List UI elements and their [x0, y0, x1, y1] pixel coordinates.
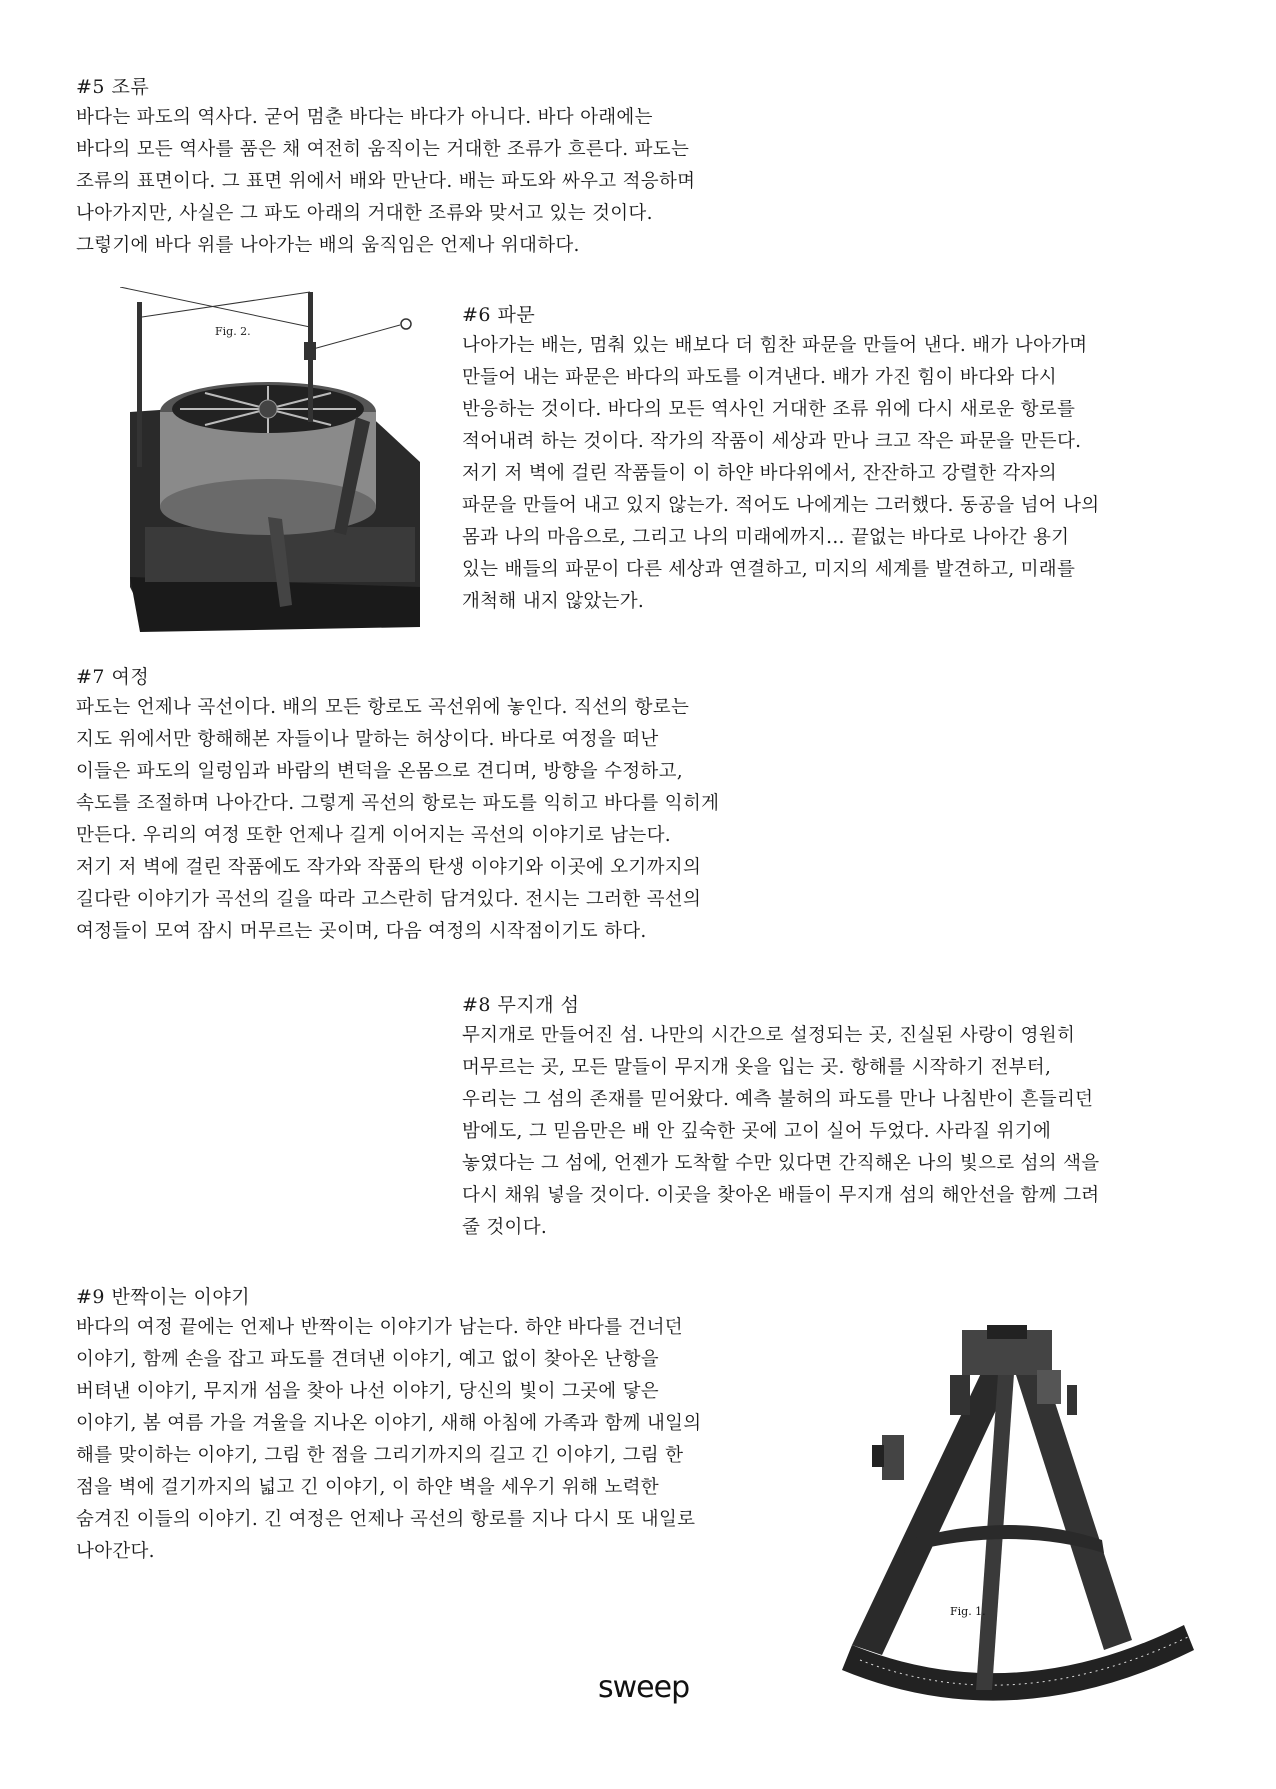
- text-line: 반응하는 것이다. 바다의 모든 역사인 거대한 조류 위에 다시 새로운 항로를: [462, 399, 1076, 420]
- section-7-journey: [76, 662, 719, 948]
- text-line: 밤에도, 그 믿음만은 배 안 깊숙한 곳에 고이 실어 두었다. 사라질 위기에: [462, 1121, 1052, 1142]
- text-line: 나아간다.: [76, 1541, 155, 1562]
- text-line: 만든다. 우리의 여정 또한 언제나 길게 이어지는 곡선의 이야기로 남는다.: [76, 825, 671, 846]
- text-line: 머무르는 곳, 모든 말들이 무지개 옷을 입는 곳. 항해를 시작하기 전부터,: [462, 1057, 1052, 1078]
- text-line: 점을 벽에 걸기까지의 넓고 긴 이야기, 이 하얀 벽을 세우기 위해 노력한: [76, 1477, 659, 1498]
- text-line: 바다의 여정 끝에는 언제나 반짝이는 이야기가 남는다. 하얀 바다를 건너던: [76, 1317, 683, 1338]
- text-line: 숨겨진 이들의 이야기. 긴 여정은 언제나 곡선의 항로를 지나 다시 또 내일로: [76, 1509, 696, 1530]
- text-line: 그렇기에 바다 위를 나아가는 배의 움직임은 언제나 위대하다.: [76, 235, 580, 256]
- text-line: 이들은 파도의 일렁임과 바람의 변덕을 온몸으로 견디며, 방향을 수정하고,: [76, 761, 683, 782]
- section-body: [76, 102, 695, 262]
- compass-illustration: [120, 287, 442, 632]
- text-line: 몸과 나의 마음으로, 그리고 나의 미래에까지... 끝없는 바다로 나아간 용기: [462, 527, 1070, 548]
- figure-label: Fig. 1.: [950, 1605, 986, 1618]
- text-line: 줄 것이다.: [462, 1217, 548, 1238]
- section-body: [76, 1312, 701, 1568]
- section-body: [76, 692, 719, 948]
- text-line: 길다란 이야기가 곡선의 길을 따라 고스란히 담겨있다. 전시는 그러한 곡선의: [76, 889, 702, 910]
- text-line: 무지개로 만들어진 섬. 나만의 시간으로 설정되는 곳, 진실된 사랑이 영원히: [462, 1025, 1076, 1046]
- text-line: 적어내려 하는 것이다. 작가의 작품이 세상과 만나 크고 작은 파문을 만든다.: [462, 431, 1082, 452]
- sweep-logo: sweep: [598, 1670, 690, 1705]
- section-title: #7 여정: [76, 666, 150, 688]
- sextant-illustration: [812, 1325, 1220, 1720]
- text-line: 파도는 언제나 곡선이다. 배의 모든 항로도 곡선위에 놓인다. 직선의 항로는: [76, 697, 690, 718]
- section-title: #5 조류: [76, 76, 150, 98]
- section-6-ripple: [462, 300, 1099, 618]
- text-line: 나아가지만, 사실은 그 파도 아래의 거대한 조류와 맞서고 있는 것이다.: [76, 203, 653, 224]
- text-line: 만들어 내는 파문은 바다의 파도를 이겨낸다. 배가 가진 힘이 바다와 다시: [462, 367, 1057, 388]
- text-line: 속도를 조절하며 나아간다. 그렇게 곡선의 항로는 파도를 익히고 바다를 익히게: [76, 793, 720, 814]
- section-9-shining-story: [76, 1282, 701, 1568]
- section-body: [462, 330, 1099, 618]
- text-line: 저기 저 벽에 걸린 작품들이 이 하얀 바다위에서, 잔잔하고 강렬한 각자의: [462, 463, 1057, 484]
- section-5-current: [76, 72, 695, 262]
- text-line: 파문을 만들어 내고 있지 않는가. 적어도 나에게는 그러했다. 동공을 넘어 나의: [462, 495, 1100, 516]
- section-title: #8 무지개 섬: [462, 994, 580, 1016]
- text-line: 놓였다는 그 섬에, 언젠가 도착할 수만 있다면 간직해온 나의 빛으로 섬의 색을: [462, 1153, 1100, 1174]
- text-line: 다시 채워 넣을 것이다. 이곳을 찾아온 배들이 무지개 섬의 해안선을 함께 그려: [462, 1185, 1100, 1206]
- section-8-rainbow-island: [462, 990, 1099, 1244]
- figure-label: Fig. 2.: [215, 325, 251, 338]
- text-line: 이야기, 함께 손을 잡고 파도를 견뎌낸 이야기, 예고 없이 찾아온 난항을: [76, 1349, 659, 1370]
- text-line: 이야기, 봄 여름 가을 겨울을 지나온 이야기, 새해 아침에 가족과 함께 내일의: [76, 1413, 702, 1434]
- text-line: 개척해 내지 않았는가.: [462, 591, 645, 612]
- text-line: 바다의 모든 역사를 품은 채 여전히 움직이는 거대한 조류가 흐른다. 파도는: [76, 139, 690, 160]
- text-line: 여정들이 모여 잠시 머무르는 곳이며, 다음 여정의 시작점이기도 하다.: [76, 921, 647, 942]
- text-line: 버텨낸 이야기, 무지개 섬을 찾아 나선 이야기, 당신의 빛이 그곳에 닿은: [76, 1381, 659, 1402]
- text-line: 나아가는 배는, 멈춰 있는 배보다 더 힘찬 파문을 만들어 낸다. 배가 나아가며: [462, 335, 1088, 356]
- sextant-engraving-image: [812, 1325, 1220, 1720]
- section-body: [462, 1020, 1099, 1244]
- text-line: 조류의 표면이다. 그 표면 위에서 배와 만난다. 배는 파도와 싸우고 적응하며: [76, 171, 696, 192]
- text-line: 있는 배들의 파문이 다른 세상과 연결하고, 미지의 세계를 발견하고, 미래를: [462, 559, 1076, 580]
- text-line: 우리는 그 섬의 존재를 믿어왔다. 예측 불허의 파도를 만나 나침반이 흔들리던: [462, 1089, 1094, 1110]
- text-line: 해를 맞이하는 이야기, 그림 한 점을 그리기까지의 길고 긴 이야기, 그림 한: [76, 1445, 684, 1466]
- text-line: 지도 위에서만 항해해본 자들이나 말하는 허상이다. 바다로 여정을 떠난: [76, 729, 659, 750]
- section-title: #9 반짝이는 이야기: [76, 1286, 251, 1308]
- text-line: 바다는 파도의 역사다. 굳어 멈춘 바다는 바다가 아니다. 바다 아래에는: [76, 107, 653, 128]
- compass-engraving-image: [120, 287, 442, 632]
- text-line: 저기 저 벽에 걸린 작품에도 작가와 작품의 탄생 이야기와 이곳에 오기까지의: [76, 857, 702, 878]
- section-title: #6 파문: [462, 304, 536, 326]
